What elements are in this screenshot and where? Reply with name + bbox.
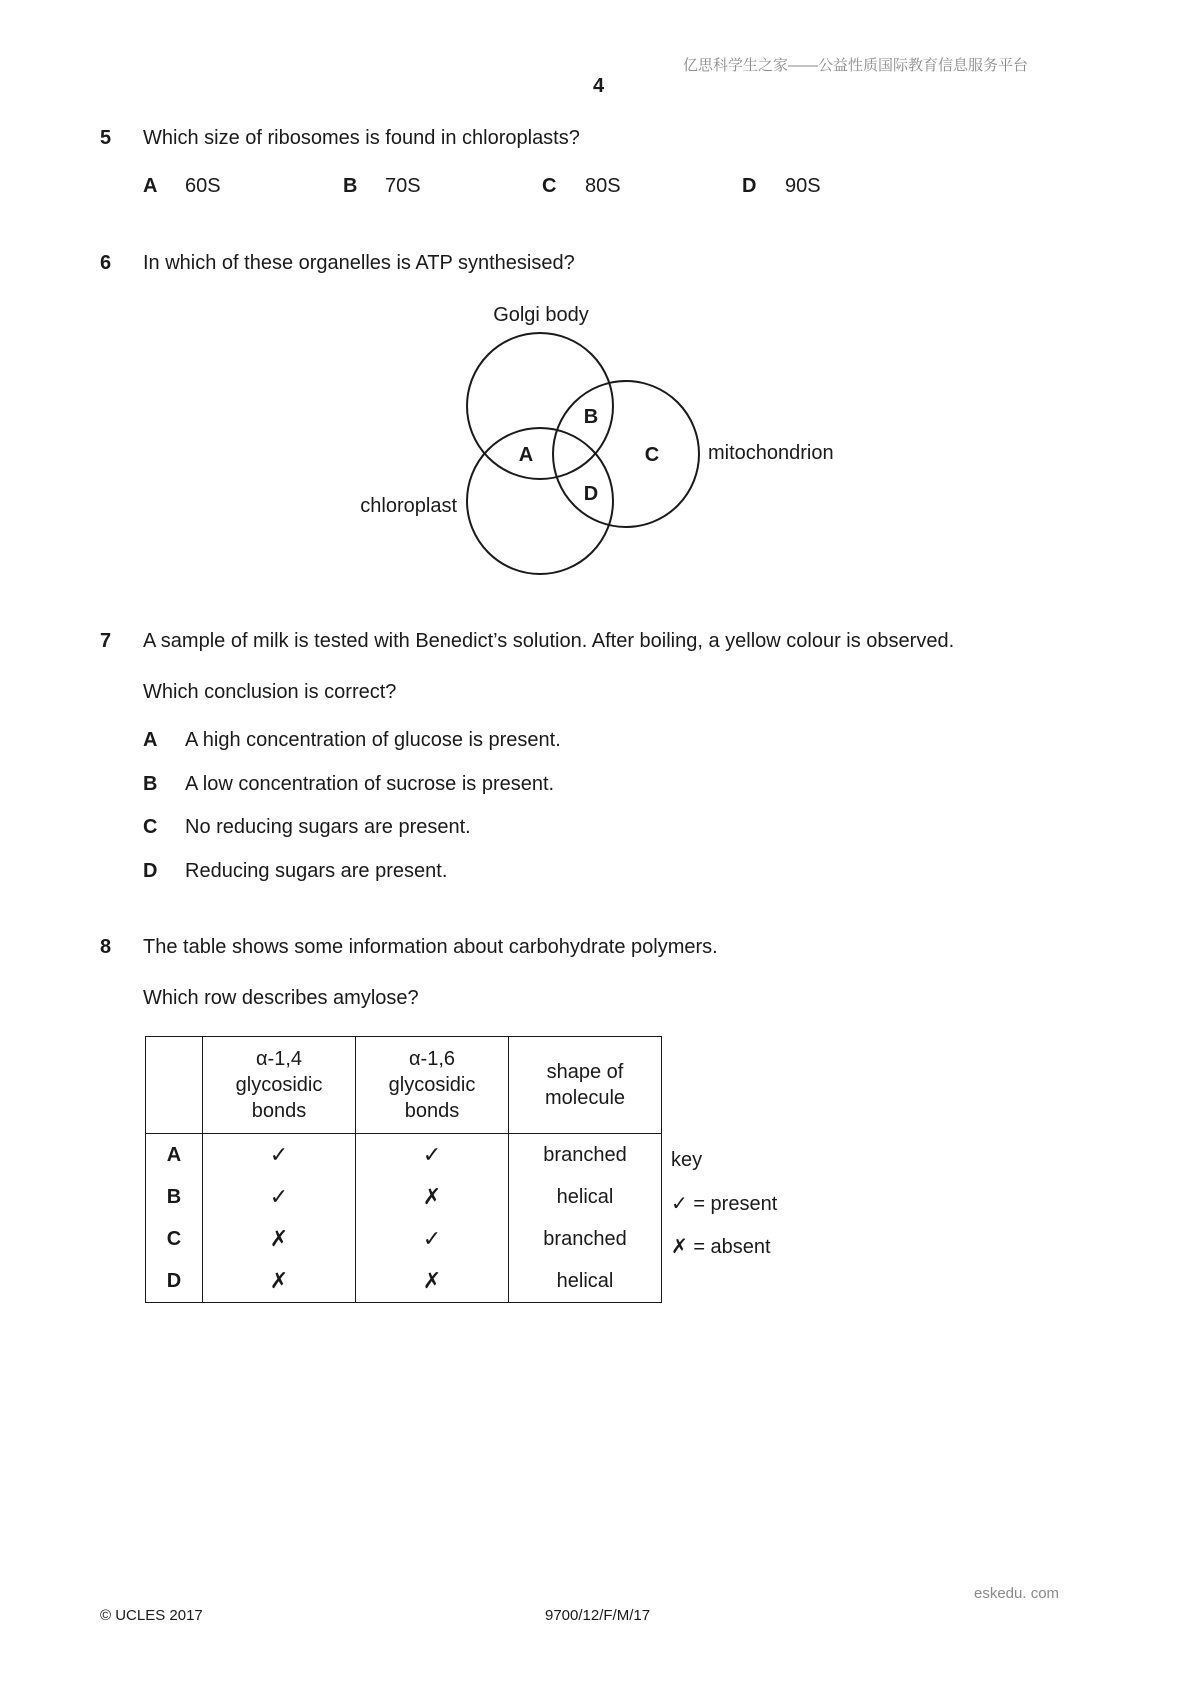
- shape-cell: branched: [509, 1134, 662, 1177]
- header-line: α-1,6: [408, 1048, 456, 1070]
- table-row: [146, 1260, 662, 1303]
- row-label: A: [146, 1134, 203, 1177]
- option-letter: D: [742, 175, 757, 197]
- header-line: shape of: [546, 1061, 624, 1083]
- table-row: [146, 1218, 662, 1260]
- header-line: glycosidic: [235, 1074, 323, 1096]
- key-absent: ✗ = absent: [671, 1236, 771, 1258]
- header-line: bonds: [404, 1100, 460, 1122]
- carbohydrate-table: [145, 1036, 662, 1303]
- option-letter: C: [542, 175, 557, 197]
- key-present: ✓ = present: [671, 1193, 778, 1215]
- copyright-text: © UCLES 2017: [100, 1607, 203, 1624]
- chloroplast-label: chloroplast: [360, 495, 457, 517]
- mitochondrion-circle: [553, 381, 699, 527]
- option-letter: B: [343, 175, 358, 197]
- page-number: 4: [593, 75, 605, 97]
- header-a16: [356, 1037, 509, 1134]
- header-a14: [203, 1037, 356, 1134]
- shape-cell: helical: [509, 1176, 662, 1218]
- option-text: A high concentration of glucose is present.: [185, 729, 561, 751]
- a16-mark: ✗: [356, 1176, 509, 1218]
- header-blank-cell: [146, 1037, 203, 1134]
- table-row: [146, 1176, 662, 1218]
- header-line: α-1,4: [255, 1048, 303, 1070]
- question-number: 6: [100, 252, 112, 274]
- option-text: 80S: [585, 175, 621, 197]
- a14-mark: ✓: [203, 1134, 356, 1177]
- row-label: C: [146, 1218, 203, 1260]
- a14-mark: ✓: [203, 1176, 356, 1218]
- paper-code: 9700/12/F/M/17: [545, 1607, 651, 1624]
- a14-mark: ✗: [203, 1218, 356, 1260]
- row-label: B: [146, 1176, 203, 1218]
- option-text: Reducing sugars are present.: [185, 860, 448, 882]
- header-line: molecule: [544, 1087, 626, 1109]
- table-row: [146, 1134, 662, 1177]
- header-line: glycosidic: [388, 1074, 476, 1096]
- option-letter: A: [143, 175, 158, 197]
- question-text: A sample of milk is tested with Benedict’s solution. After boiling, a yellow colour is observed.: [143, 630, 955, 652]
- a16-mark: ✓: [356, 1134, 509, 1177]
- a16-mark: ✗: [356, 1260, 509, 1303]
- question-text: The table shows some information about carbohydrate polymers.: [143, 936, 718, 958]
- question-text: Which size of ribosomes is found in chloroplasts?: [143, 127, 580, 149]
- option-text: A low concentration of sucrose is present.: [185, 773, 555, 795]
- watermark-text: 亿思科学生之家——公益性质国际教育信息服务平台: [683, 57, 1029, 74]
- region-b-label: B: [583, 406, 599, 428]
- table-header-row: [146, 1037, 662, 1134]
- a16-mark: ✓: [356, 1218, 509, 1260]
- option-text: 60S: [185, 175, 221, 197]
- site-watermark: eskedu. com: [974, 1585, 1060, 1602]
- question-prompt: Which conclusion is correct?: [143, 681, 397, 703]
- region-d-label: D: [583, 483, 599, 505]
- region-c-label: C: [644, 444, 660, 466]
- option-letter: C: [143, 816, 158, 838]
- option-letter: B: [143, 773, 158, 795]
- question-number: 8: [100, 936, 112, 958]
- shape-cell: branched: [509, 1218, 662, 1260]
- option-text: 70S: [385, 175, 421, 197]
- mitochondrion-label: mitochondrion: [708, 442, 834, 464]
- question-number: 5: [100, 127, 112, 149]
- option-text: No reducing sugars are present.: [185, 816, 471, 838]
- header-shape: [509, 1037, 662, 1134]
- question-prompt: Which row describes amylose?: [143, 987, 419, 1009]
- golgi-label: Golgi body: [493, 304, 589, 326]
- row-label: D: [146, 1260, 203, 1303]
- option-text: 90S: [785, 175, 821, 197]
- region-a-label: A: [518, 444, 534, 466]
- a14-mark: ✗: [203, 1260, 356, 1303]
- venn-diagram: [0, 0, 1190, 600]
- header-line: bonds: [251, 1100, 307, 1122]
- key-title: key: [671, 1149, 703, 1171]
- option-letter: A: [143, 729, 158, 751]
- question-number: 7: [100, 630, 112, 652]
- shape-cell: helical: [509, 1260, 662, 1303]
- option-letter: D: [143, 860, 158, 882]
- question-text: In which of these organelles is ATP synthesised?: [143, 252, 575, 274]
